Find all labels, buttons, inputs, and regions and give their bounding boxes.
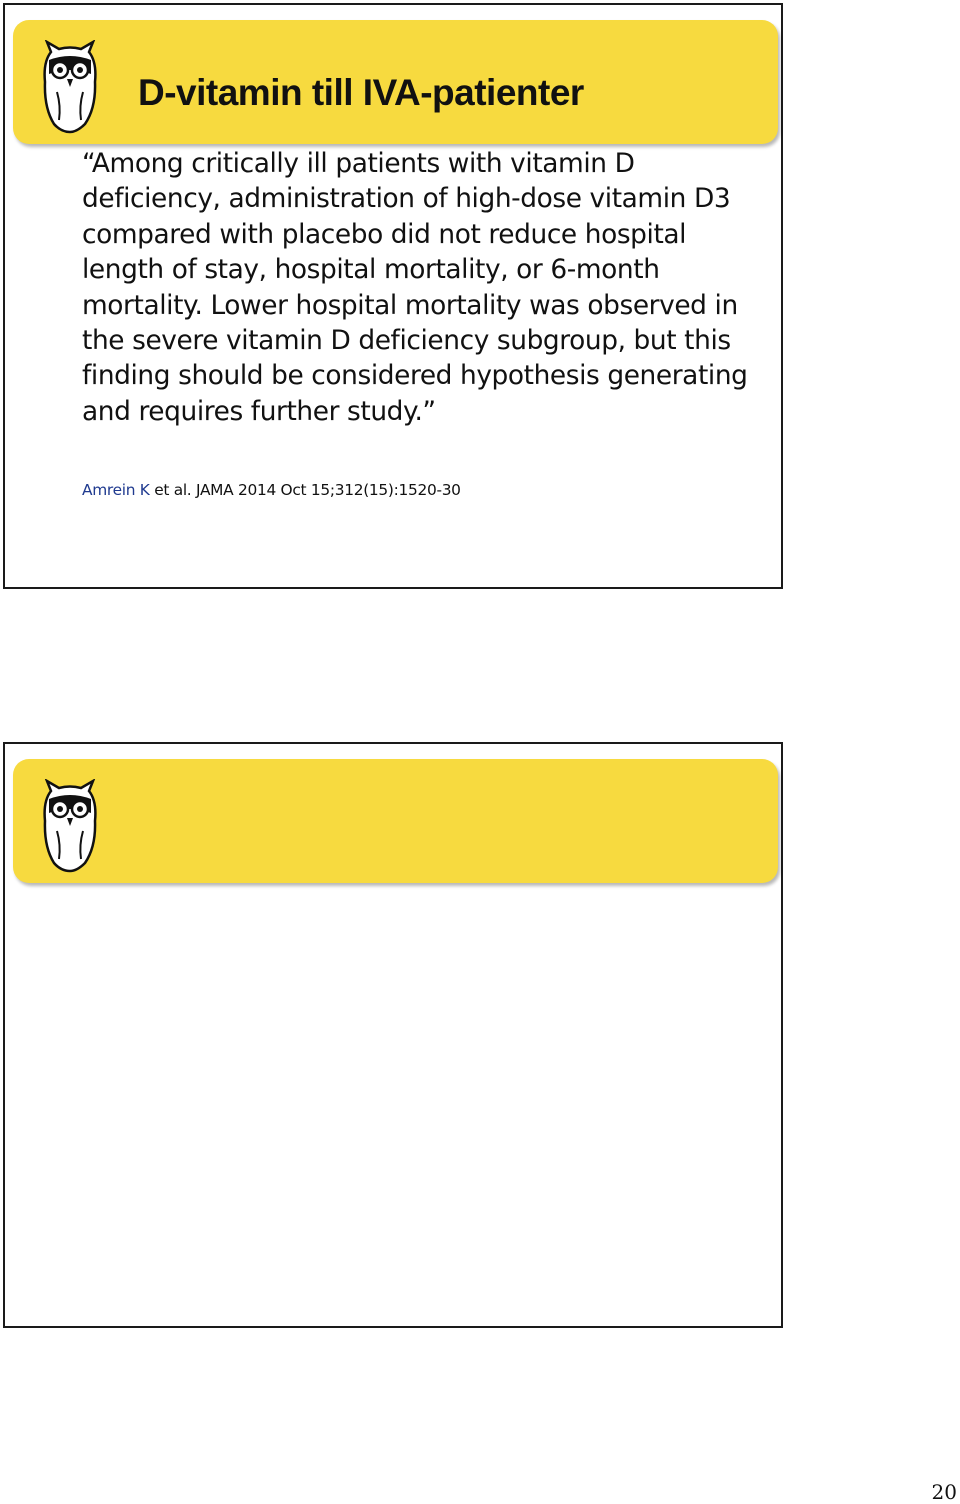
owl-logo-icon: [41, 40, 99, 134]
page-number: 20: [931, 1480, 957, 1504]
citation: [82, 481, 461, 499]
owl-logo-icon: [41, 779, 99, 873]
quote-text: “Among critically ill patients with vitamin D deficiency, administration of high-dose vitamin D3 compared with placebo did not reduce hospital length of stay, hospital mortality, or 6-month mortality. Lower hospital mortality was observed in the severe vitamin D deficiency subgroup, but this finding should be considered hypothesis generating and requires further study.”: [82, 148, 748, 427]
slide-2: [3, 742, 783, 1328]
citation-reference: et al. JAMA 2014 Oct 15;312(15):1520-30: [149, 481, 461, 499]
slide-title: D-vitamin till IVA-patienter: [138, 72, 584, 113]
citation-author[interactable]: Amrein K: [82, 481, 150, 499]
slide-1: [3, 3, 783, 589]
title-bar: [13, 759, 778, 883]
title-bar: [13, 20, 778, 144]
